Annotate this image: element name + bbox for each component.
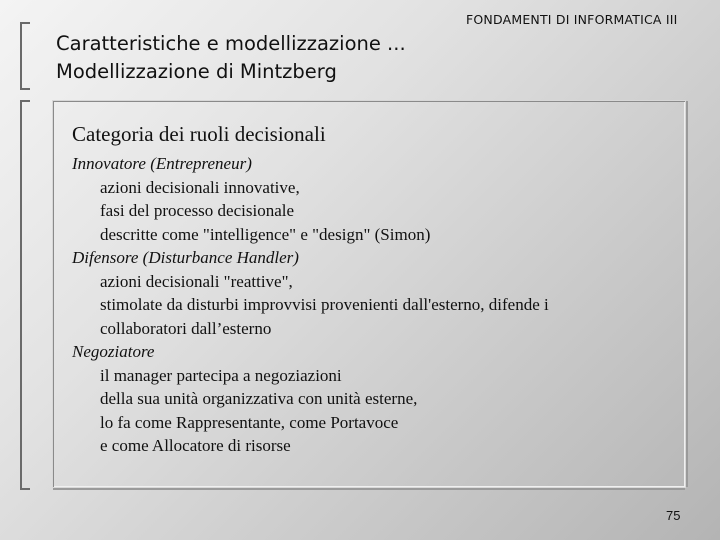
title-bracket <box>20 22 30 90</box>
role-line: della sua unità organizzativa con unità esterne, <box>100 389 418 408</box>
role-name-negoziatore: Negoziatore <box>72 342 155 361</box>
role-line: lo fa come Rappresentante, come Portavoce <box>100 412 399 432</box>
role-line: azioni decisionali innovative, <box>100 177 300 197</box>
role-line: e come Allocatore di risorse <box>100 436 291 455</box>
frame-edge-bottom <box>53 488 685 490</box>
role-line: descritte come "intelligence" e "design" (Simon) <box>100 224 431 244</box>
role-line: il manager partecipa a negoziazioni <box>100 365 342 385</box>
section-heading: Categoria dei ruoli decisionali <box>72 122 326 146</box>
slide-title-line-1: Caratteristiche e modellizzazione ... <box>56 32 406 55</box>
content-bracket <box>20 100 30 490</box>
role-line: stimolate da disturbi improvvisi provenienti dall'esterno, difende i <box>100 295 549 314</box>
frame-edge-right <box>686 101 688 487</box>
role-name-difensore: Difensore (Disturbance Handler) <box>72 248 299 267</box>
role-line: fasi del processo decisionale <box>100 201 295 220</box>
slide-title-line-2: Modellizzazione di Mintzberg <box>56 60 337 83</box>
course-name: FONDAMENTI DI INFORMATICA III <box>466 12 678 27</box>
page-number: 75 <box>666 508 681 523</box>
slide-title <box>56 30 406 86</box>
slide-content <box>72 120 549 458</box>
role-line: collaboratori dall’esterno <box>100 318 272 338</box>
role-line: azioni decisionali "reattive", <box>100 271 293 291</box>
role-name-innovatore: Innovatore (Entrepreneur) <box>72 154 252 173</box>
